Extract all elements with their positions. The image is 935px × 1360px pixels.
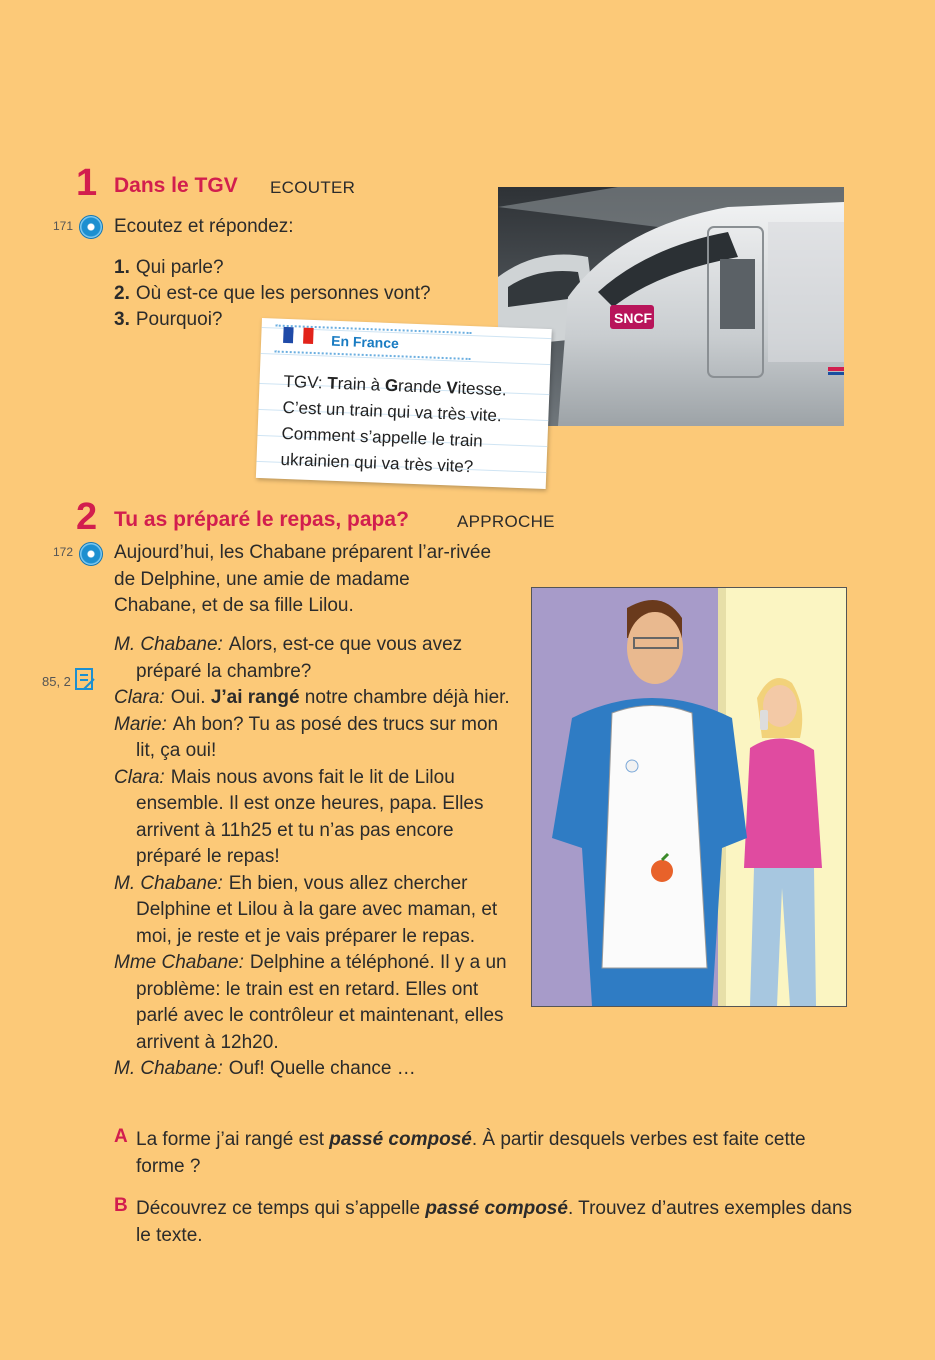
grammar-reference: 85, 2: [42, 674, 71, 689]
section-1-title: Dans le TGV: [114, 174, 238, 197]
question-number: 1.: [114, 257, 130, 278]
audio-track-number: 172: [53, 545, 74, 559]
dialog-line: Mme Chabane: Delphine a téléphoné. Il y a un problème: le train est en retard. Elles ont parlé avec le contrôleur et maintenant, elles arrivent à 12h20.: [114, 952, 507, 1053]
dialog-line: Clara: Mais nous avons fait le lit de Lilou ensemble. Il est onze heures, papa. Elles arrivent à 11h25 et tu n’as pas encore préparé le repas!: [114, 766, 484, 867]
section-2-tag: APPROCHE: [457, 512, 555, 531]
dialog-line: Clara: Oui. J’ai rangé notre chambre déjà hier.: [114, 687, 510, 708]
man-and-woman-drawing: [532, 588, 846, 1006]
note-line-2: C’est un train qui va très vite.: [282, 397, 503, 426]
dialog-line: M. Chabane: Eh bien, vous allez chercher Delphine et Lilou à la gare avec maman, et moi, je reste et je vais préparer le repas.: [114, 872, 498, 947]
task-text: Découvrez ce temps qui s’appelle passé composé. Trouvez d’autres exemples dans le texte.: [136, 1198, 853, 1246]
list-item: [114, 281, 431, 307]
train-illustration: [498, 187, 844, 426]
en-france-note: [256, 318, 552, 489]
dialog: [114, 632, 514, 1083]
grammar-book-icon[interactable]: [74, 667, 94, 691]
question-text: Pourquoi?: [135, 309, 223, 330]
task-text: La forme j’ai rangé est passé composé. À partir desquels verbes est faite cette forme ?: [136, 1129, 806, 1177]
note-line-4: ukrainien qui va très vite?: [280, 449, 474, 477]
audio-track-number: 171: [53, 219, 74, 233]
section-1-tag: ECOUTER: [270, 178, 356, 197]
tgv-train-photo: [498, 187, 844, 426]
task-a: [114, 1126, 854, 1180]
task-b: [114, 1195, 854, 1249]
task-letter: A: [114, 1126, 128, 1147]
audio-cd-icon[interactable]: [79, 542, 103, 566]
section-2-title: Tu as préparé le repas, papa?: [114, 508, 409, 531]
question-number: 3.: [114, 309, 130, 330]
family-illustration: [531, 587, 847, 1007]
dialog-line: Marie: Ah bon? Tu as posé des trucs sur mon lit, ça oui!: [114, 713, 499, 761]
note-body: [280, 369, 544, 483]
question-text: Où est-ce que les personnes vont?: [135, 283, 431, 304]
dialog-line: M. Chabane: Ouf! Quelle chance …: [114, 1058, 416, 1079]
section-2-number: 2: [76, 496, 98, 538]
section-2-intro: Aujourd’hui, les Chabane préparent l’ar-rivée de Delphine, une amie de madame Chabane, et de sa fille Lilou.: [114, 542, 492, 616]
note-line-3: Comment s’appelle le train: [281, 423, 484, 451]
question-text: Qui parle?: [135, 257, 224, 278]
section-1-number: 1: [76, 162, 98, 204]
audio-cd-icon[interactable]: [79, 215, 103, 239]
list-item: [114, 255, 431, 281]
note-line-1: TGV: Train à Grande Vitesse.: [283, 371, 508, 400]
note-heading: En France: [275, 325, 472, 361]
task-letter: B: [114, 1195, 128, 1216]
dialog-line: M. Chabane: Alors, est-ce que vous avez préparé la chambre?: [114, 634, 463, 682]
question-number: 2.: [114, 283, 130, 304]
section-1-instruction: Ecoutez et répondez:: [114, 216, 294, 237]
sncf-logo: SNCF: [614, 310, 653, 326]
